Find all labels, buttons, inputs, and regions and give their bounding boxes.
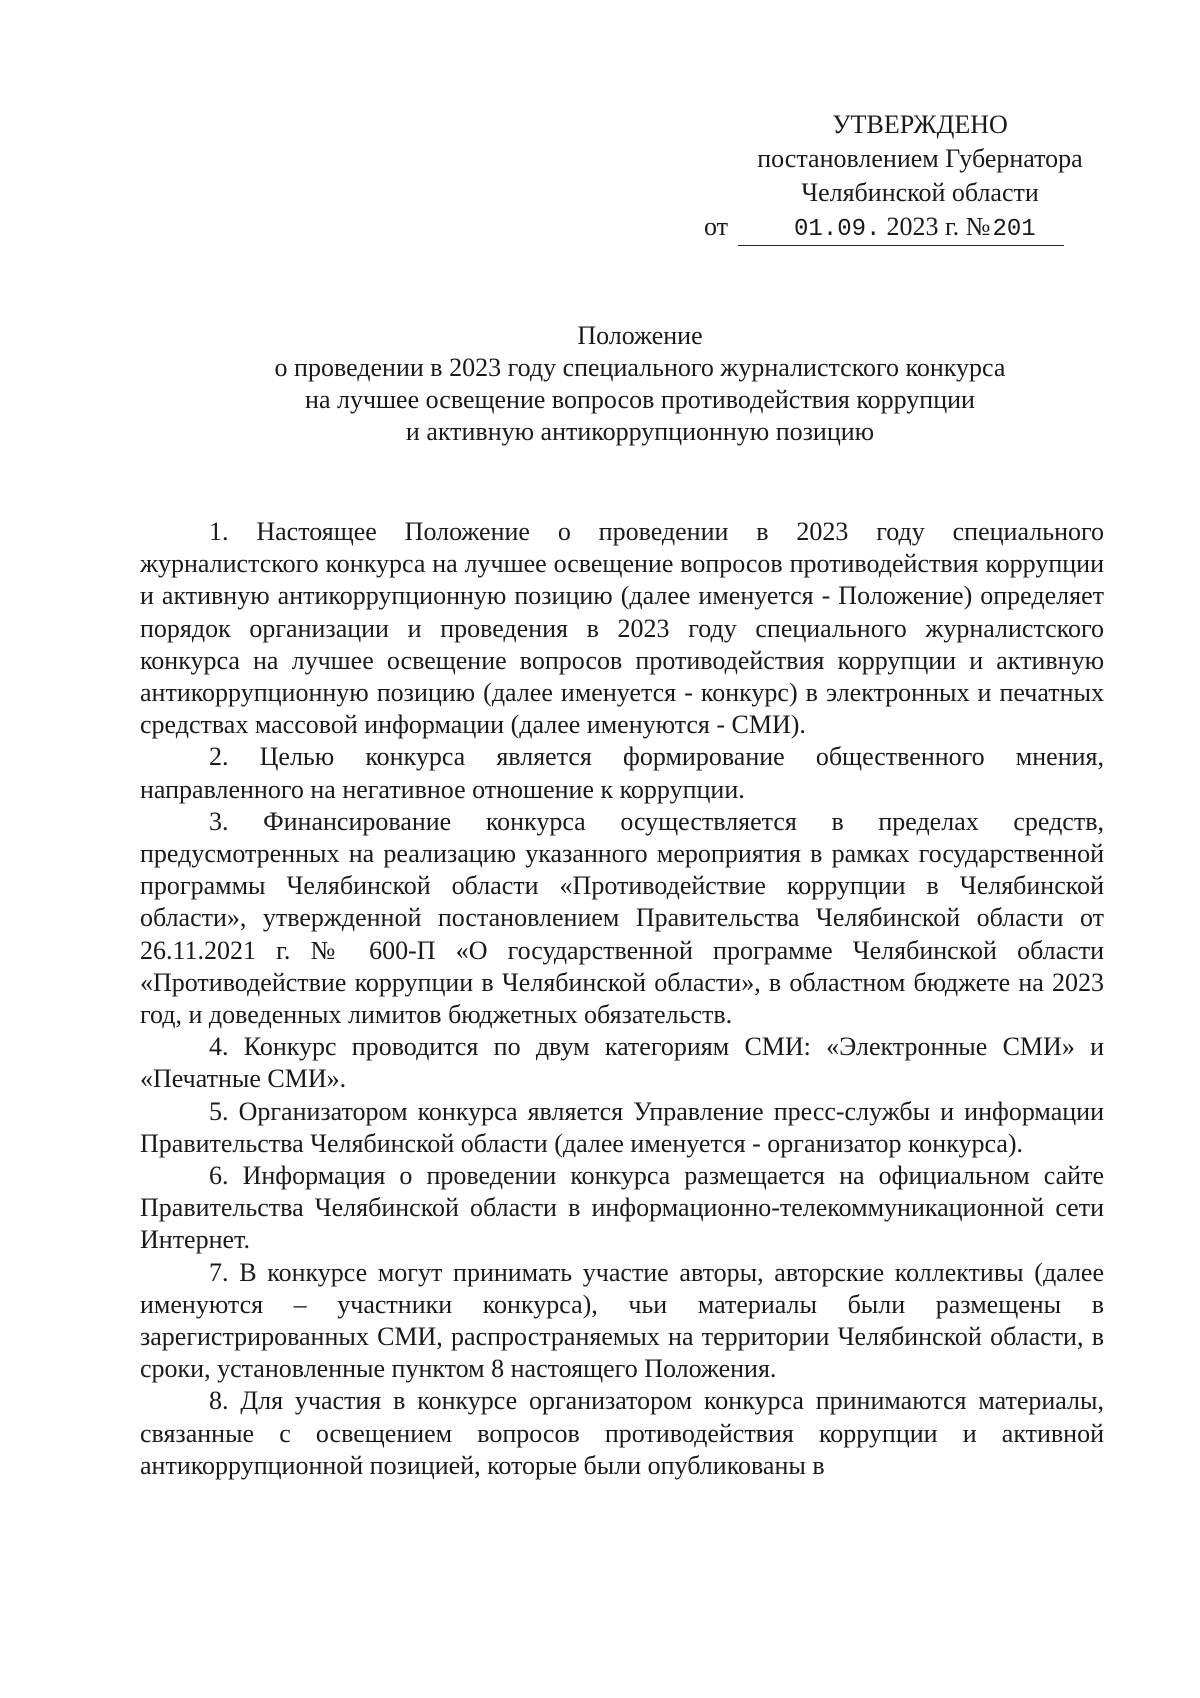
approval-number: 201 — [992, 216, 1036, 243]
document-body — [140, 516, 1104, 1482]
date-prefix: от — [704, 212, 729, 241]
paragraph-6: 6. Информация о проведении конкурса размещается на официальном сайте Правительства Челябинской области в информационно-телекоммуникационной сети Интернет. — [140, 1161, 1104, 1255]
approval-date: 01.09. — [794, 216, 881, 243]
paragraph-1: 1. Настоящее Положение о проведении в 2023 году специального журналистского конкурса на лучшее освещение вопросов противодействия коррупции и активную антикоррупционную позицию (далее именуется - Положение) определяет порядок организации и проведения в 2023 году специального журналистского конкурса на лучшее освещение вопросов противодействия коррупции и активную антикоррупционную позицию (далее именуется - конкурс) в электронных и печатных средствах массовой информации (далее именуются - СМИ). — [140, 517, 1104, 740]
title-line-3: на лучшее освещение вопросов противодействия коррупции — [305, 385, 975, 414]
title-line-4: и активную антикоррупционную позицию — [405, 417, 875, 446]
approval-line-1: постановлением Губернатора — [757, 144, 1083, 173]
paragraph-8: 8. Для участия в конкурсе организатором конкурса принимаются материалы, связанные с освещением вопросов противодействия коррупции и активной антикоррупционной позицией, которые были опубликованы в — [140, 1386, 1104, 1480]
title-line-1: Положение — [577, 321, 703, 350]
paragraph-3: 3. Финансирование конкурса осуществляется в пределах средств, предусмотренных на реализацию указанного мероприятия в рамках государственной программы Челябинской области «Противодействие коррупции в Челябинской области», утвержденной постановлением Правительства Челябинской области от 26.11.2021 г. № 600-П «О государственной программе Челябинской области «Противодействие коррупции в Челябинской области», в областном бюджете на 2023 год, и доведенных лимитов бюджетных обязательств. — [140, 806, 1104, 1030]
paragraph-7: 7. В конкурсе могут принимать участие авторы, авторские коллективы (далее именуются – участники конкурса), чьи материалы были размещены в зарегистрированных СМИ, распространяемых на территории Челябинской области, в сроки, установленные пунктом 8 настоящего Положения. — [140, 1257, 1104, 1384]
approval-block — [700, 108, 1140, 246]
approval-year: 2023 г. № — [886, 212, 991, 241]
paragraph-4: 4. Конкурс проводится по двум категориям СМИ: «Электронные СМИ» и «Печатные СМИ». — [140, 1032, 1104, 1094]
approval-line-2: Челябинской области — [801, 178, 1039, 207]
approval-heading: УТВЕРЖДЕНО — [832, 110, 1008, 139]
title-line-2: о проведении в 2023 году специального журналистского конкурса — [274, 353, 1006, 382]
paragraph-5: 5. Организатором конкурса является Управление пресс-службы и информации Правительства Челябинской области (далее именуется - организатор конкурса). — [140, 1096, 1104, 1158]
document-title — [200, 320, 1080, 448]
approval-date-line — [700, 210, 1140, 246]
paragraph-2: 2. Целью конкурса является формирование общественного мнения, направленного на негативное отношение к коррупции. — [140, 742, 1104, 804]
date-blank — [738, 212, 1064, 246]
